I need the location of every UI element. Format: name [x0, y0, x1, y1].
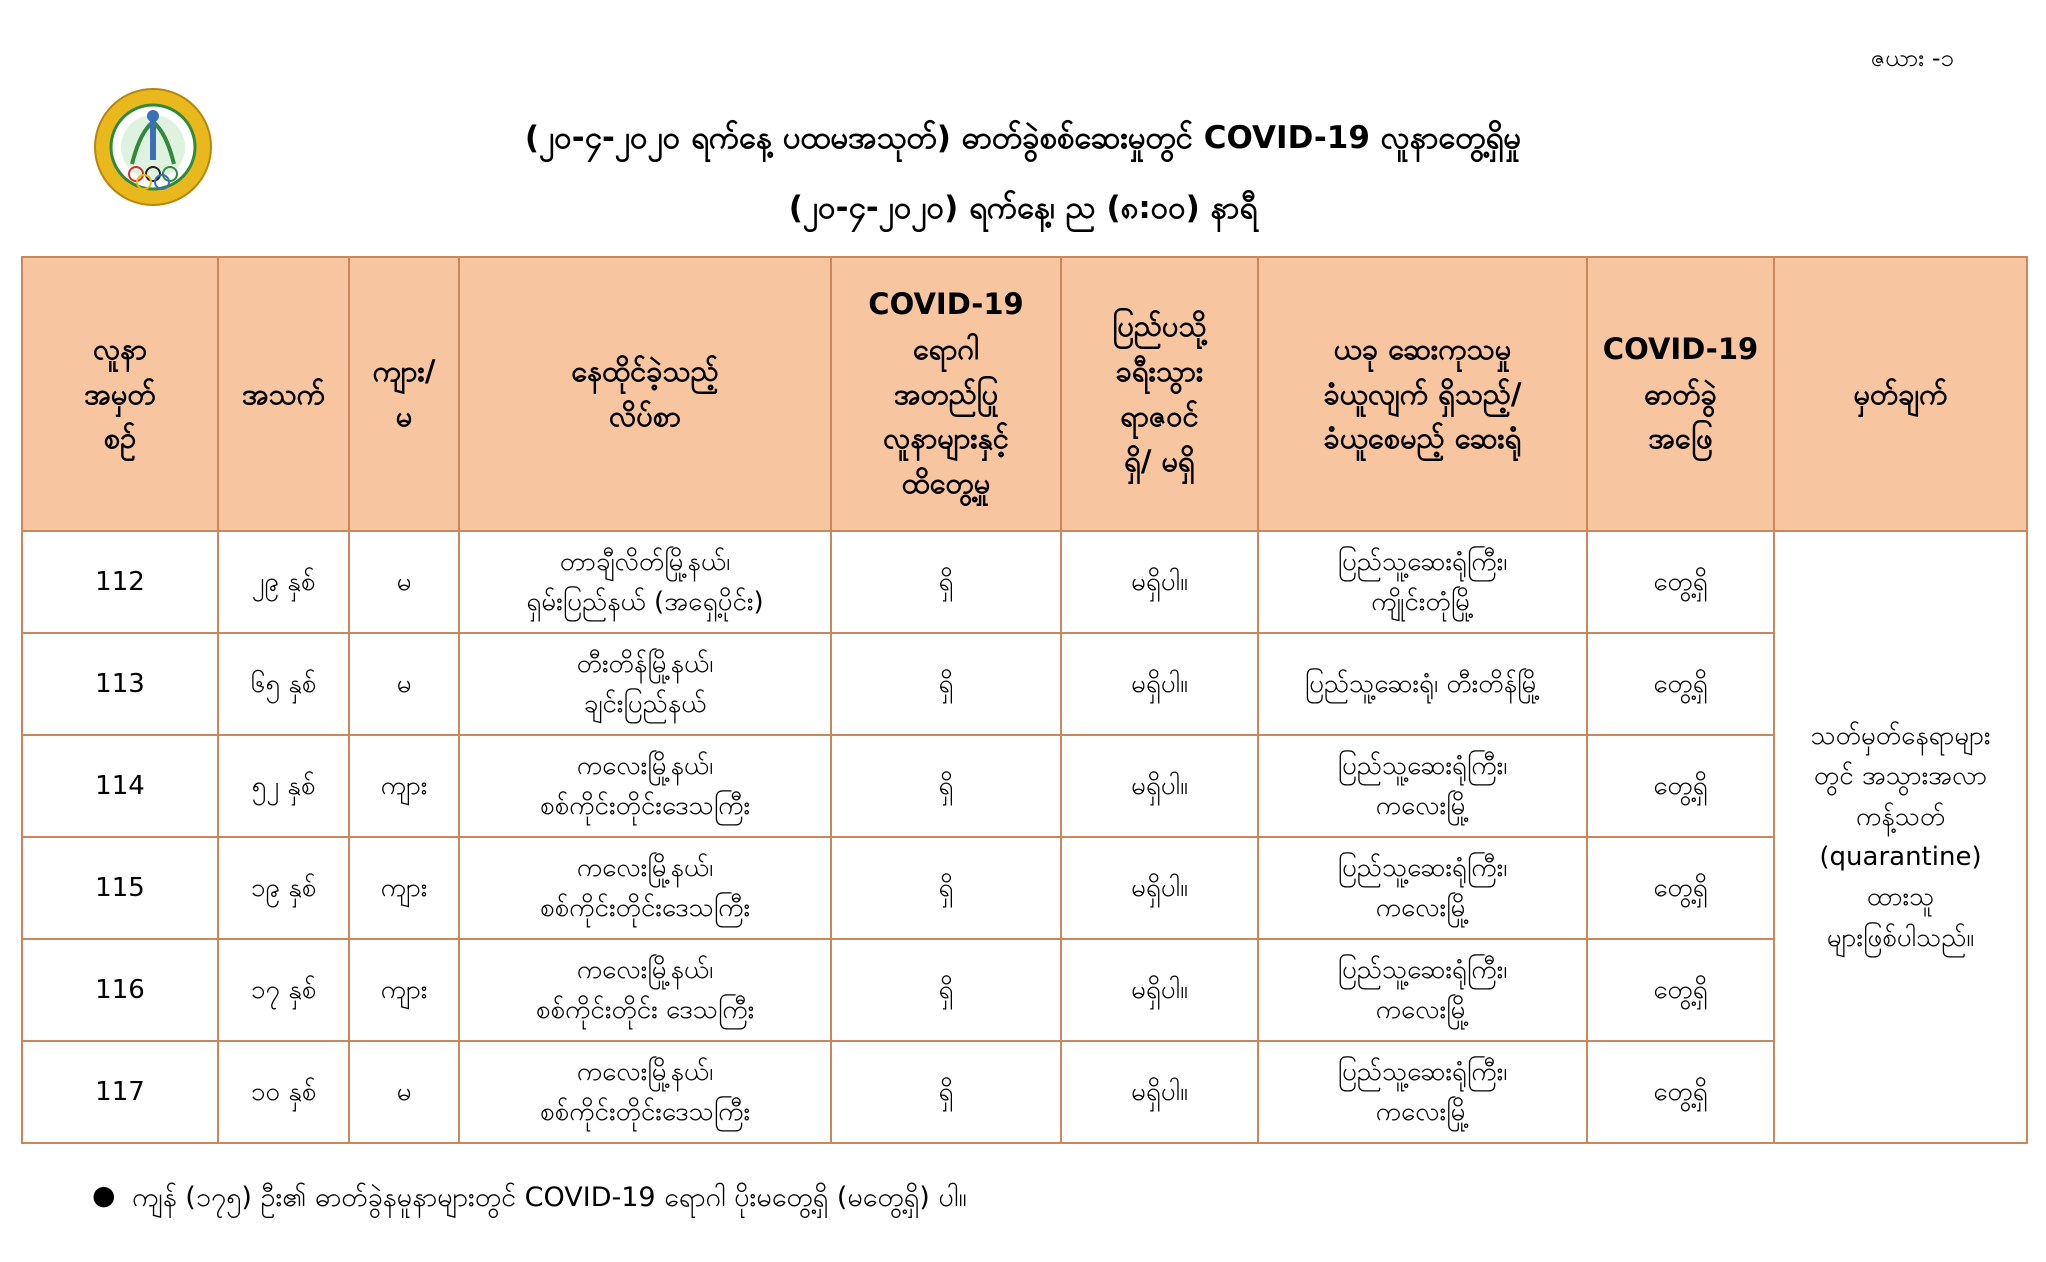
- bullet-icon: ●: [92, 1180, 116, 1211]
- cell-result: တွေ့ရှိ: [1587, 939, 1774, 1041]
- table-row: [22, 1041, 2027, 1143]
- cell-travel: မရှိပါ။: [1061, 633, 1258, 735]
- cell-contact: ရှိ: [831, 837, 1061, 939]
- cell-contact: ရှိ: [831, 939, 1061, 1041]
- cell-sex: မ: [349, 531, 459, 633]
- cell-sex: မ: [349, 633, 459, 735]
- header-test-result: COVID-19 ဓာတ်ခွဲ အဖြေ: [1587, 257, 1774, 531]
- cell-sex: ကျား: [349, 939, 459, 1041]
- header-address: နေထိုင်ခဲ့သည့် လိပ်စာ: [459, 257, 831, 531]
- cell-travel: မရှိပါ။: [1061, 531, 1258, 633]
- table-row: [22, 531, 2027, 633]
- covid-cases-table: [21, 256, 2028, 1144]
- cell-patient-no: 115: [22, 837, 218, 939]
- table-header-row: [22, 257, 2027, 531]
- cell-travel: မရှိပါ။: [1061, 939, 1258, 1041]
- cell-patient-no: 112: [22, 531, 218, 633]
- cell-age: ၂၉ နှစ်: [218, 531, 349, 633]
- cell-contact: ရှိ: [831, 1041, 1061, 1143]
- header-contact: COVID-19 ရောဂါ အတည်ပြု လူနာများနှင့် ထိတွေ့မှု: [831, 257, 1061, 531]
- cell-address: တာချီလိတ်မြို့နယ်၊ ရှမ်းပြည်နယ် (အရှေ့ပိုင်း): [459, 531, 831, 633]
- cell-sex: ကျား: [349, 735, 459, 837]
- header-patient-no: လူနာ အမှတ် စဉ်: [22, 257, 218, 531]
- footnote-text: ကျန် (၁၇၅) ဦး၏ ဓာတ်ခွဲနမူနာများတွင် COVID-19 ရောဂါ ပိုးမတွေ့ရှိ (မတွေ့ရှိ) ပါ။: [132, 1182, 967, 1213]
- header-remark: မှတ်ချက်: [1774, 257, 2027, 531]
- cell-hospital: ပြည်သူ့ဆေးရုံကြီး၊ ကျိုင်းတုံမြို့: [1258, 531, 1587, 633]
- cell-travel: မရှိပါ။: [1061, 735, 1258, 837]
- cell-hospital: ပြည်သူ့ဆေးရုံကြီး၊ ကလေးမြို့: [1258, 735, 1587, 837]
- page-code: ဇယား -၁: [1870, 44, 1954, 72]
- cell-travel: မရှိပါ။: [1061, 837, 1258, 939]
- cell-contact: ရှိ: [831, 531, 1061, 633]
- cell-remark: သတ်မှတ်နေရာများ တွင် အသွားအလာ ကန့်သတ် (quarantine) ထားသူ များဖြစ်ပါသည်။: [1774, 531, 2027, 1143]
- cell-result: တွေ့ရှိ: [1587, 1041, 1774, 1143]
- cell-contact: ရှိ: [831, 633, 1061, 735]
- cell-address: ကလေးမြို့နယ်၊ စစ်ကိုင်းတိုင်းဒေသကြီး: [459, 1041, 831, 1143]
- cell-result: တွေ့ရှိ: [1587, 837, 1774, 939]
- cell-address: ကလေးမြို့နယ်၊ စစ်ကိုင်းတိုင်း ဒေသကြီး: [459, 939, 831, 1041]
- cell-address: ကလေးမြို့နယ်၊ စစ်ကိုင်းတိုင်းဒေသကြီး: [459, 735, 831, 837]
- header-hospital: ယခု ဆေးကုသမှု ခံယူလျက် ရှိသည့်/ ခံယူစေမည့် ဆေးရုံ: [1258, 257, 1587, 531]
- cell-address: ကလေးမြို့နယ်၊ စစ်ကိုင်းတိုင်းဒေသကြီး: [459, 837, 831, 939]
- cell-sex: ကျား: [349, 837, 459, 939]
- cell-age: ၅၂ နှစ်: [218, 735, 349, 837]
- header-age: အသက်: [218, 257, 349, 531]
- cell-hospital: ပြည်သူ့ဆေးရုံ၊ တီးတိန်မြို့: [1258, 633, 1587, 735]
- cell-age: ၁၇ နှစ်: [218, 939, 349, 1041]
- header-travel-history: ပြည်ပသို့ ခရီးသွား ရာဇဝင် ရှိ/ မရှိ: [1061, 257, 1258, 531]
- cell-result: တွေ့ရှိ: [1587, 735, 1774, 837]
- cell-hospital: ပြည်သူ့ဆေးရုံကြီး၊ ကလေးမြို့: [1258, 939, 1587, 1041]
- cell-address: တီးတိန်မြို့နယ်၊ ချင်းပြည်နယ်: [459, 633, 831, 735]
- cell-result: တွေ့ရှိ: [1587, 531, 1774, 633]
- cell-contact: ရှိ: [831, 735, 1061, 837]
- header-sex: ကျား/ မ: [349, 257, 459, 531]
- footnote: [92, 1180, 967, 1220]
- table-row: [22, 735, 2027, 837]
- table-row: [22, 939, 2027, 1041]
- cell-patient-no: 117: [22, 1041, 218, 1143]
- cell-hospital: ပြည်သူ့ဆေးရုံကြီး၊ ကလေးမြို့: [1258, 837, 1587, 939]
- cell-patient-no: 114: [22, 735, 218, 837]
- cell-age: ၁၀ နှစ်: [218, 1041, 349, 1143]
- table-row: [22, 837, 2027, 939]
- table-row: [22, 633, 2027, 735]
- cell-patient-no: 116: [22, 939, 218, 1041]
- document-title: (၂၀-၄-၂၀၂၀ ရက်နေ့ ပထမအသုတ်) ဓာတ်ခွဲစစ်ဆေးမှုတွင် COVID-19 လူနာတွေ့ရှိမှု: [524, 120, 1522, 156]
- cell-age: ၁၉ နှစ်: [218, 837, 349, 939]
- cell-travel: မရှိပါ။: [1061, 1041, 1258, 1143]
- cell-sex: မ: [349, 1041, 459, 1143]
- ministry-logo: [92, 86, 214, 208]
- cell-patient-no: 113: [22, 633, 218, 735]
- cell-age: ၆၅ နှစ်: [218, 633, 349, 735]
- document-subtitle: (၂၀-၄-၂၀၂၀) ရက်နေ့၊ ည (၈:၀၀) နာရီ: [788, 190, 1258, 226]
- cell-result: တွေ့ရှိ: [1587, 633, 1774, 735]
- cell-hospital: ပြည်သူ့ဆေးရုံကြီး၊ ကလေးမြို့: [1258, 1041, 1587, 1143]
